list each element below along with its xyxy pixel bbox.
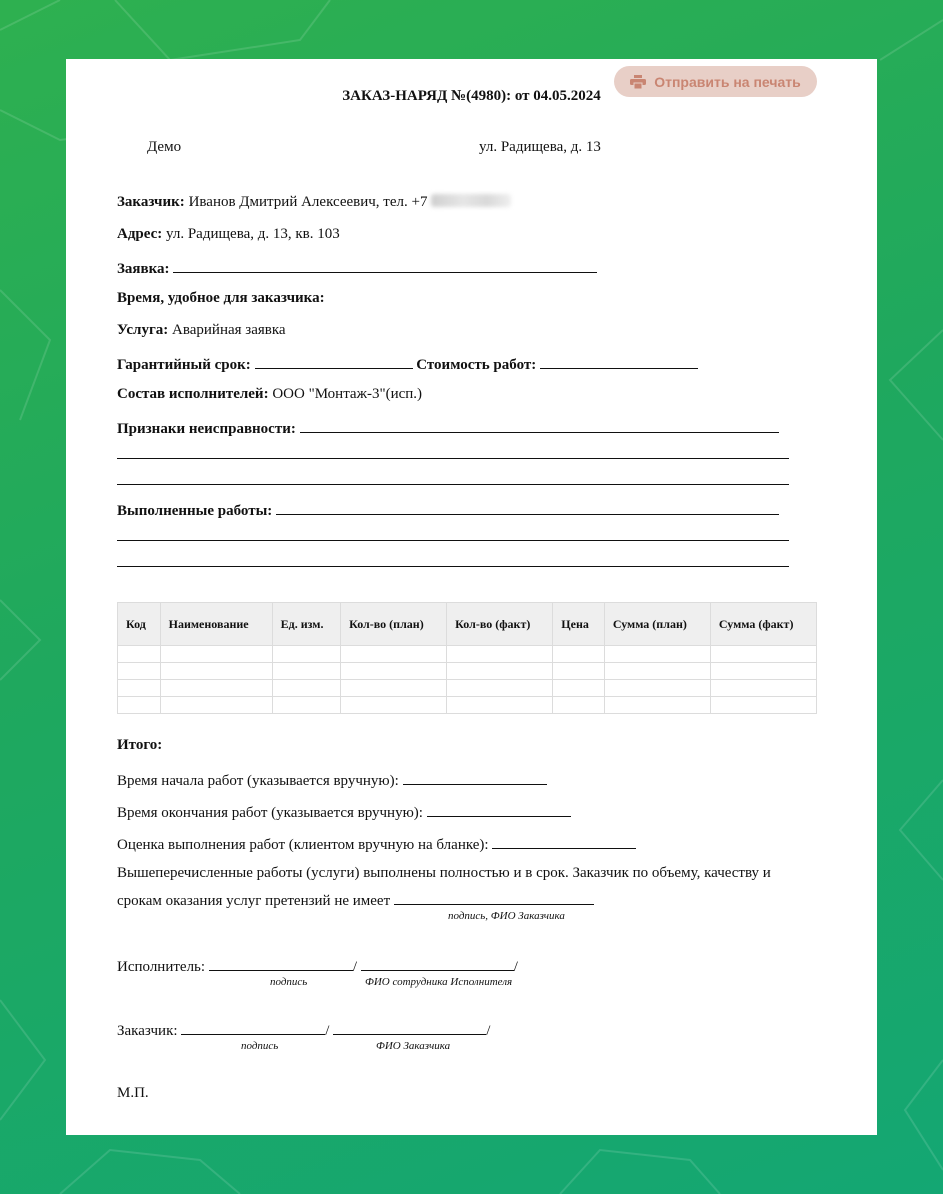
executor-label: Исполнитель: — [117, 959, 206, 975]
print-button-label: Отправить на печать — [654, 73, 801, 90]
items-table-header — [118, 603, 817, 646]
works-label: Выполненные работы: — [117, 503, 273, 519]
address-label: Адрес: — [117, 226, 163, 242]
executor-sign-blank — [209, 956, 353, 971]
request-blank — [173, 258, 597, 273]
col-name: Наименование — [160, 603, 272, 646]
end-time-label: Время окончания работ (указывается вручную): — [117, 805, 423, 821]
table-row — [118, 663, 817, 680]
document-title: ЗАКАЗ-НАРЯД №(4980): от 04.05.2024 — [342, 88, 601, 104]
start-time-row — [117, 770, 547, 790]
company-name: Демо — [147, 139, 182, 155]
executor-sign-row: Исполнитель: / / — [117, 956, 518, 976]
col-price: Цена — [553, 603, 605, 646]
faults-line-3 — [117, 484, 789, 485]
customer-sign-blank — [181, 1020, 325, 1035]
totals-label: Итого: — [117, 737, 163, 753]
executor-name-blank — [361, 956, 514, 971]
customer-caption-name: ФИО Заказчика — [376, 1040, 451, 1052]
customer-name-blank — [333, 1020, 486, 1035]
end-time-blank — [427, 802, 571, 817]
statement-line-1: Вышеперечисленные работы (услуги) выполнены полностью и в срок. Заказчик по объему, качеству и — [117, 865, 771, 881]
col-qty-plan: Кол-во (план) — [341, 603, 447, 646]
warranty-cost-row — [117, 354, 698, 374]
col-unit: Ед. изм. — [272, 603, 340, 646]
works-row — [117, 500, 779, 520]
preferred-time-label: Время, удобное для заказчика: — [117, 290, 325, 306]
faults-row — [117, 418, 779, 438]
executor-caption-name: ФИО сотрудника Исполнителя — [365, 976, 513, 988]
col-qty-fact: Кол-во (факт) — [447, 603, 553, 646]
faults-blank — [300, 418, 779, 433]
start-time-blank — [403, 770, 547, 785]
faults-line-2 — [117, 458, 789, 459]
rating-row — [117, 834, 636, 854]
service-label: Услуга: — [117, 322, 169, 338]
executors-row — [117, 386, 422, 403]
stamp-place: М.П. — [117, 1085, 149, 1101]
cost-label: Стоимость работ: — [416, 357, 537, 373]
executor-caption-sign: подпись — [270, 976, 308, 988]
warranty-blank — [255, 354, 413, 369]
warranty-label: Гарантийный срок: — [117, 357, 251, 373]
works-line-2 — [117, 540, 789, 541]
customer-label: Заказчик: — [117, 194, 185, 210]
statement-line-2-row — [117, 890, 594, 910]
customer-sign-row: Заказчик: / / — [117, 1020, 490, 1040]
phone-redacted — [431, 194, 511, 207]
start-time-label: Время начала работ (указывается вручную): — [117, 773, 399, 789]
company-address: ул. Радищева, д. 13 — [479, 139, 601, 155]
end-time-row — [117, 802, 571, 822]
address-row — [117, 226, 340, 243]
faults-label: Признаки неисправности: — [117, 421, 296, 437]
col-sum-fact: Сумма (факт) — [710, 603, 816, 646]
statement-sign-blank — [394, 890, 594, 905]
work-order-sheet — [66, 59, 877, 1135]
request-row — [117, 258, 597, 278]
works-blank — [276, 500, 779, 515]
col-code: Код — [118, 603, 161, 646]
address-value: ул. Радищева, д. 13, кв. 103 — [166, 226, 340, 242]
statement-caption: подпись, ФИО Заказчика — [448, 910, 565, 922]
col-sum-plan: Сумма (план) — [604, 603, 710, 646]
printer-icon — [630, 75, 646, 89]
cost-blank — [540, 354, 698, 369]
executors-label: Состав исполнителей: — [117, 386, 269, 402]
executors-value: ООО "Монтаж-3"(исп.) — [272, 386, 423, 402]
works-line-3 — [117, 566, 789, 567]
statement-line-2: срокам оказания услуг претензий не имеет — [117, 893, 391, 909]
items-table — [117, 602, 817, 714]
service-value: Аварийная заявка — [172, 322, 286, 338]
table-row — [118, 646, 817, 663]
customer-row — [117, 194, 511, 211]
rating-blank — [492, 834, 636, 849]
customer-caption-sign: подпись — [241, 1040, 279, 1052]
rating-label: Оценка выполнения работ (клиентом вручную на бланке): — [117, 837, 489, 853]
customer-value: Иванов Дмитрий Алексеевич, тел. +7 — [188, 194, 428, 210]
table-row — [118, 697, 817, 714]
table-row — [118, 680, 817, 697]
customer-sign-label: Заказчик: — [117, 1023, 178, 1039]
service-row — [117, 322, 286, 339]
request-label: Заявка: — [117, 261, 170, 277]
